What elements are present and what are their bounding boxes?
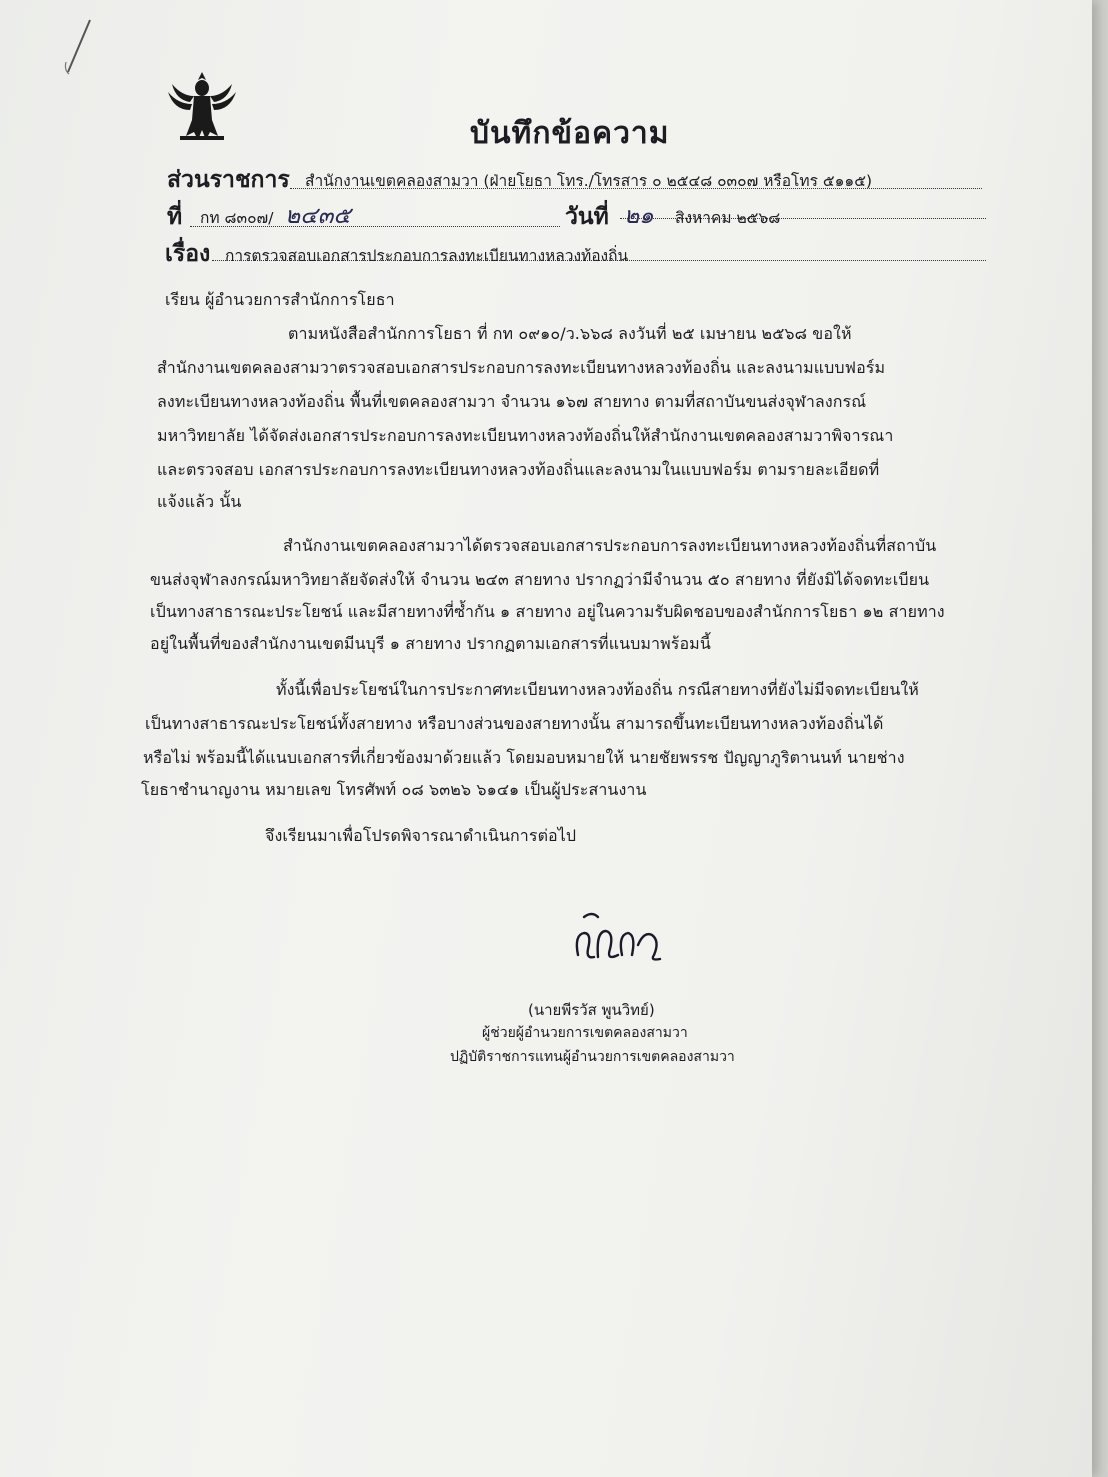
subject-label: เรื่อง bbox=[165, 241, 211, 267]
para2-line4: อยู่ในพื้นที่ของสำนักงานเขตมีนบุรี ๑ สายทาง ปรากฏตามเอกสารที่แนบมาพร้อมนี้ bbox=[150, 634, 711, 653]
subject-value: การตรวจสอบเอกสารประกอบการลงทะเบียนทางหลวงท้องถิ่น bbox=[225, 247, 629, 265]
memo-title: บันทึกข้อความ bbox=[470, 116, 670, 151]
garuda-emblem-icon bbox=[166, 70, 238, 142]
para3-line1: ทั้งนี้เพื่อประโยชน์ในการประกาศทะเบียนทางหลวงท้องถิ่น กรณีสายทางที่ยังไม่มีจดทะเบียนให้ bbox=[276, 680, 919, 699]
salutation: เรียน ผู้อำนวยการสำนักการโยธา bbox=[165, 290, 395, 309]
signer-name: (นายพีรวัส พูนวิทย์) bbox=[528, 1001, 655, 1019]
para1-line5: และตรวจสอบ เอกสารประกอบการลงทะเบียนทางหลวงท้องถิ่นและลงนามในแบบฟอร์ม ตามรายละเอียดที่ bbox=[157, 460, 880, 479]
dept-dotline bbox=[290, 188, 982, 189]
para3-line3: หรือไม่ พร้อมนี้ได้แนบเอกสารที่เกี่ยวข้องมาด้วยแล้ว โดยมอบหมายให้ นายชัยพรรช ปัญญาภูริตานนท์ นายช่าง bbox=[143, 748, 905, 767]
dept-value: สำนักงานเขตคลองสามวา (ฝ่ายโยธา โทร./โทรสาร ๐ ๒๕๔๘ ๐๓๐๗ หรือโทร ๕๑๑๕) bbox=[305, 172, 873, 190]
para2-line2: ขนส่งจุฬาลงกรณ์มหาวิทยาลัยจัดส่งให้ จำนวน ๒๔๓ สายทาง ปรากฏว่ามีจำนวน ๕๐ สายทาง ที่ยังมิได้จดทะเบียน bbox=[150, 570, 930, 589]
ref-value: กท ๘๓๐๗/ bbox=[200, 209, 274, 227]
closing-line: จึงเรียนมาเพื่อโปรดพิจารณาดำเนินการต่อไป bbox=[265, 826, 577, 845]
para2-line1: สำนักงานเขตคลองสามวาได้ตรวจสอบเอกสารประกอบการลงทะเบียนทางหลวงท้องถิ่นที่สถาบัน bbox=[283, 536, 937, 555]
pen-mark bbox=[60, 18, 100, 78]
handwritten-signature bbox=[570, 905, 670, 967]
date-label: วันที่ bbox=[565, 204, 609, 230]
para2-line3: เป็นทางสาธารณะประโยชน์ และมีสายทางที่ซ้ำกัน ๑ สายทาง อยู่ในความรับผิดชอบของสำนักการโยธา ๑๒ สายทาง bbox=[150, 602, 945, 621]
ref-number-handwritten: ๒๔๓๕ bbox=[285, 203, 351, 229]
date-value: สิงหาคม ๒๕๖๘ bbox=[675, 209, 781, 227]
signer-position-1: ผู้ช่วยผู้อำนวยการเขตคลองสามวา bbox=[482, 1025, 688, 1041]
para1-line3: ลงทะเบียนทางหลวงท้องถิ่น พื้นที่เขตคลองสามวา จำนวน ๑๖๗ สายทาง ตามที่สถาบันขนส่งจุฬาลงกรณ์ bbox=[157, 392, 867, 411]
date-dotline bbox=[620, 218, 986, 219]
para3-line4: โยธาชำนาญงาน หมายเลข โทรศัพท์ ๐๘ ๖๓๒๖ ๖๑๔๑ เป็นผู้ประสานงาน bbox=[141, 780, 647, 799]
para1-line2: สำนักงานเขตคลองสามวาตรวจสอบเอกสารประกอบการลงทะเบียนทางหลวงท้องถิ่น และลงนามแบบฟอร์ม bbox=[157, 358, 886, 377]
subject-dotline bbox=[212, 260, 986, 261]
para1-line1: ตามหนังสือสำนักการโยธา ที่ กท ๐๙๑๐/ว.๖๖๘ ลงวันที่ ๒๕ เมษายน ๒๕๖๘ ขอให้ bbox=[288, 324, 852, 343]
dept-label: ส่วนราชการ bbox=[167, 167, 290, 193]
para1-line4: มหาวิทยาลัย ได้จัดส่งเอกสารประกอบการลงทะเบียนทางหลวงท้องถิ่นให้สำนักงานเขตคลองสามวาพิจารณา bbox=[157, 426, 894, 445]
para1-line6: แจ้งแล้ว นั้น bbox=[157, 492, 242, 511]
ref-label: ที่ bbox=[167, 204, 183, 230]
ref-dotline bbox=[190, 226, 560, 227]
para3-line2: เป็นทางสาธารณะประโยชน์ทั้งสายทาง หรือบางส่วนของสายทางนั้น สามารถขึ้นทะเบียนทางหลวงท้องถิ่นได้ bbox=[145, 714, 884, 733]
date-day-handwritten: ๒๑ bbox=[624, 203, 654, 229]
signer-position-2: ปฏิบัติราชการแทนผู้อำนวยการเขตคลองสามวา bbox=[450, 1049, 735, 1065]
